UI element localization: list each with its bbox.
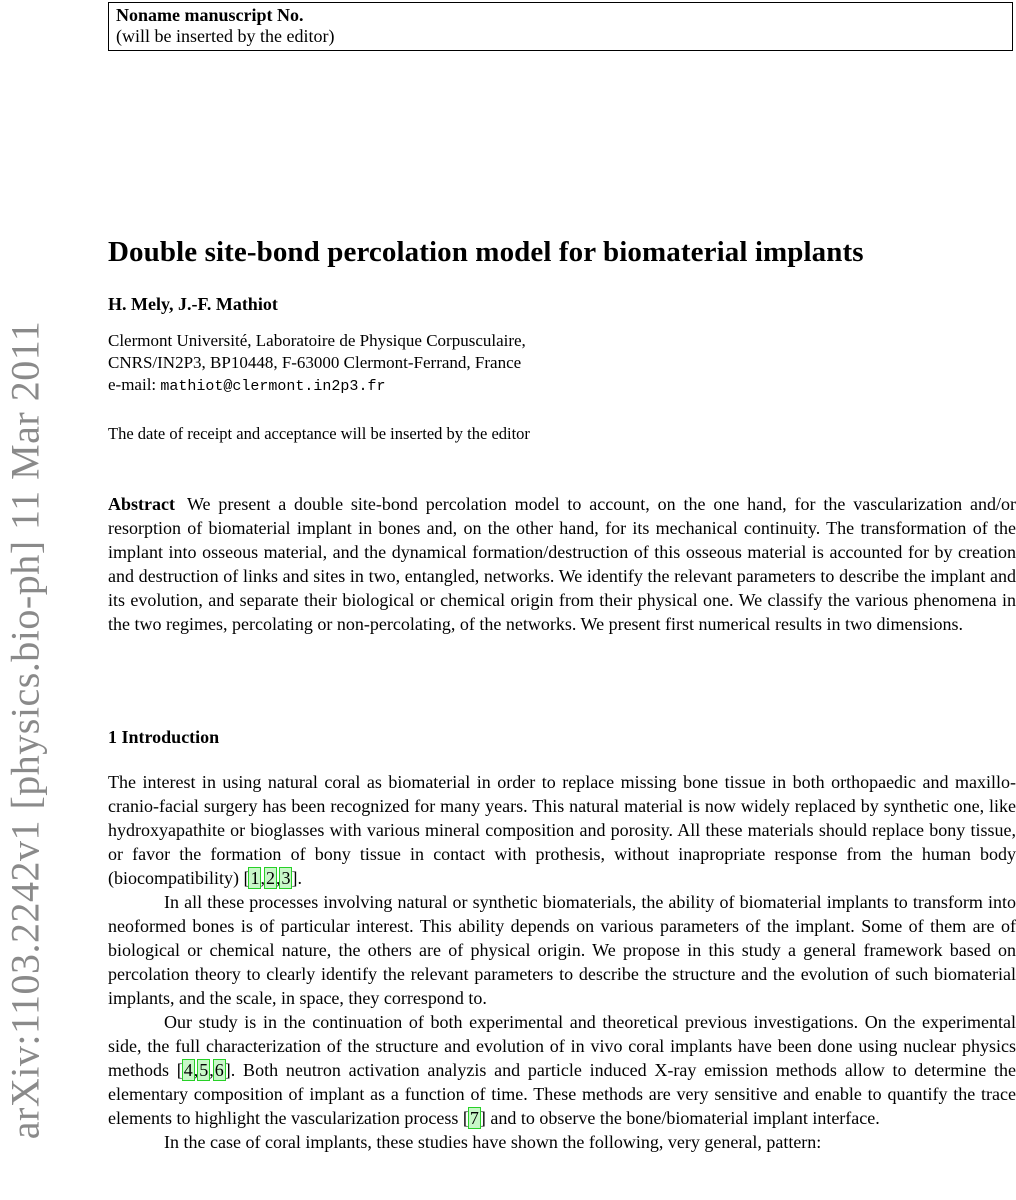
paper-title: Double site-bond percolation model for biomaterial implants [108,236,864,268]
abstract-heading: Abstract [108,494,175,514]
email-label: e-mail: [108,375,161,394]
email-line [108,374,526,398]
editor-note: (will be inserted by the editor) [116,26,335,46]
date-line: The date of receipt and acceptance will be inserted by the editor [108,424,530,443]
affiliation-line-2: CNRS/IN2P3, BP10448, F-63000 Clermont-Ferrand, France [108,353,522,372]
affiliation [108,330,526,398]
citation-4[interactable]: 4 [183,1060,193,1080]
citation-5[interactable]: 5 [199,1060,209,1080]
editor-box [108,2,1013,51]
arxiv-stamp [0,300,50,1160]
citation-2[interactable]: 2 [265,868,275,888]
intro-paragraph-3: Our study is in the continuation of both experimental and theoretical previous investigations. On the experimental side, the full characterization of the structure and evolution of in vivo coral implants have been done using nuclear physics methods [4,5,6]. Both neutron activation analyzis and particle induced X-ray emission methods allow to determine the elementary composition of implant as a function of time. These methods are very sensitive and enable to quantify the trace elements to highlight the vascularization process [7] and to observe the bone/biomaterial implant interface. [108,1012,1016,1128]
citation-1[interactable]: 1 [250,868,260,888]
section-heading-introduction: 1 Introduction [108,727,220,747]
introduction-body [108,770,1016,1154]
intro-paragraph-1: The interest in using natural coral as biomaterial in order to replace missing bone tissue in both orthopaedic and maxillo-cranio-facial surgery has been recognized for many years. This natural material is now widely replaced by synthetic one, like hydroxyapathite or bioglasses with various mineral composition and porosity. All these materials should replace bony tissue, or favor the formation of bony tissue in contact with prothesis, without inapropriate response from the human body (biocompatibility) [1,2,3]. [108,772,1016,888]
citation-7[interactable]: 7 [469,1108,479,1128]
manuscript-number: Noname manuscript No. [116,5,304,25]
email-address[interactable]: mathiot@clermont.in2p3.fr [160,378,386,395]
intro-paragraph-4: In the case of coral implants, these studies have shown the following, very general, pattern: [164,1132,822,1152]
citation-3[interactable]: 3 [281,868,291,888]
intro-p3-text-b: . Both neutron activation analyzis and particle induced X-ray emission methods allow to determine the elementary composition of implant as a function of time. These methods are very sensitive and enable to quantify the trace elements to highlight the vascularization process [108,1060,1016,1128]
intro-p1-text: The interest in using natural coral as biomaterial in order to replace missing bone tissue in both orthopaedic and maxillo-cranio-facial surgery has been recognized for many years. This natural material is now widely replaced by synthetic one, like hydroxyapathite or bioglasses with various mineral composition and porosity. All these materials should replace bony tissue, or favor the formation of bony tissue in contact with prothesis, without inapropriate response from the human body (biocompatibility) [108,772,1016,888]
arxiv-identifier: arXiv:1103.2242v1 [physics.bio-ph] 11 Mar 2011 [2,320,48,1140]
intro-p3-text-c: and to observe the bone/biomaterial implant interface. [485,1108,880,1128]
affiliation-line-1: Clermont Université, Laboratoire de Physique Corpusculaire, [108,331,526,350]
abstract [108,492,1016,636]
intro-paragraph-2: In all these processes involving natural or synthetic biomaterials, the ability of biomaterial implants to transform into neoformed bones is of particular interest. This ability depends on various parameters of the implant. Some of them are of biological or chemical nature, the others are of physical origin. We propose in this study a general framework based on percolation theory to clearly identify the relevant parameters to describe the structure and the evolution of such biomaterial implants, and the scale, in space, they correspond to. [108,892,1016,1008]
authors: H. Mely, J.-F. Mathiot [108,294,278,314]
intro-p3-text-a: Our study is in the continuation of both experimental and theoretical previous investigations. On the experimental side, the full characterization of the structure and evolution of in vivo coral implants have been done using nuclear physics methods [108,1012,1016,1080]
abstract-text: We present a double site-bond percolation model to account, on the one hand, for the vascularization and/or resorption of biomaterial implant in bones and, on the other hand, for its mechanical continuity. The transformation of the implant into osseous material, and the dynamical formation/destruction of this osseous material is accounted for by creation and destruction of links and sites in two, entangled, networks. We identify the relevant parameters to describe the implant and its evolution, and separate their biological or chemical origin from their physical one. We classify the various phenomena in the two regimes, percolating or non-percolating, of the networks. We present first numerical results in two dimensions. [108,494,1016,634]
citation-6[interactable]: 6 [214,1060,224,1080]
